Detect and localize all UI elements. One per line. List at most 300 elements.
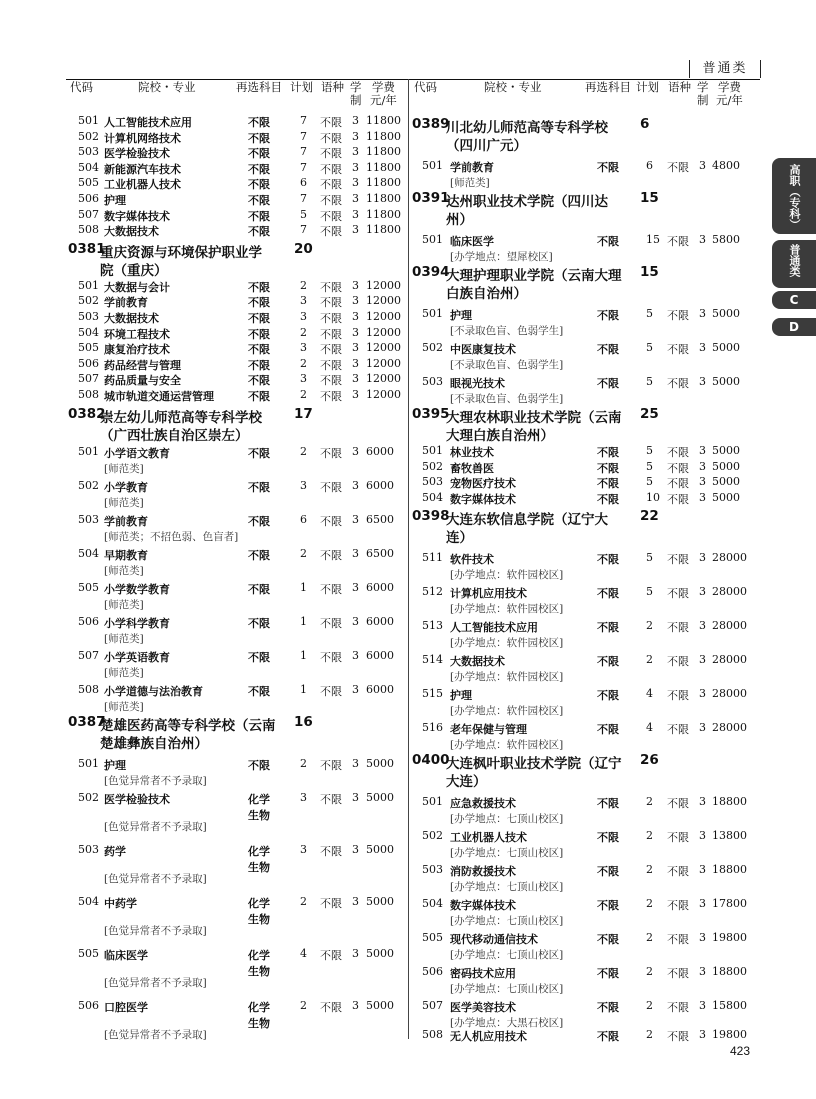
tuition-fee: 6000 — [366, 648, 394, 662]
major-note: [办学地点：七顶山校区] — [450, 881, 564, 894]
language: 不限 — [667, 377, 689, 390]
plan-count: 7 — [300, 145, 307, 159]
language: 不限 — [320, 193, 342, 207]
major-code: 506 — [78, 356, 99, 370]
years: 3 — [352, 790, 359, 804]
plan-count: 3 — [300, 294, 307, 308]
elective-subject: 不限 — [597, 343, 619, 356]
plan-count: 4 — [300, 946, 307, 960]
elective-subject-2: 生物 — [248, 860, 270, 874]
major-name: 新能源汽车技术 — [104, 162, 181, 176]
major-code: 502 — [422, 341, 443, 354]
elective-subject: 不限 — [597, 553, 619, 567]
major-note: [办学地点：七顶山校区] — [450, 813, 564, 826]
major-code: 512 — [422, 585, 443, 599]
tuition-fee: 28000 — [712, 551, 747, 565]
major-code: 505 — [78, 580, 99, 594]
plan-count: 2 — [646, 829, 653, 843]
tuition-fee: 4800 — [712, 159, 740, 172]
major-name: 大数据技术 — [104, 311, 159, 325]
language: 不限 — [320, 280, 342, 294]
major-code: 501 — [422, 307, 443, 320]
major-name: 医学检验技术 — [104, 147, 170, 161]
table-row — [66, 837, 406, 889]
language: 不限 — [320, 178, 342, 192]
plan-count: 5 — [300, 207, 307, 221]
elective-subject: 化学 — [248, 792, 270, 806]
header-school: 院校・专业 — [138, 80, 196, 94]
table-row — [412, 545, 760, 582]
header-lang: 语种 — [321, 80, 344, 94]
table-row — [412, 993, 760, 1030]
major-code: 514 — [422, 653, 443, 667]
major-name: 消防救援技术 — [450, 865, 516, 879]
major-code: 503 — [422, 863, 443, 877]
elective-subject: 不限 — [248, 684, 270, 698]
years: 3 — [352, 223, 359, 237]
major-code: 502 — [78, 294, 99, 308]
elective-subject: 不限 — [248, 131, 270, 145]
major-name: 应急救援技术 — [450, 797, 516, 811]
elective-subject: 不限 — [248, 389, 270, 403]
plan-count: 2 — [646, 863, 653, 877]
tuition-fee: 6000 — [366, 478, 394, 492]
elective-subject: 不限 — [597, 967, 619, 981]
tuition-fee: 5000 — [712, 341, 740, 354]
years: 3 — [699, 721, 706, 735]
years: 3 — [699, 1028, 706, 1042]
elective-subject: 不限 — [597, 461, 619, 475]
major-code: 502 — [78, 790, 99, 804]
tuition-fee: 19800 — [712, 1028, 747, 1042]
table-row — [66, 439, 406, 473]
tuition-fee: 17800 — [712, 897, 747, 911]
tuition-fee: 5000 — [712, 475, 740, 489]
years: 3 — [699, 653, 706, 667]
school-name-line2: 州） — [446, 212, 473, 228]
table-row — [66, 278, 406, 294]
major-name: 药学 — [104, 844, 126, 858]
language: 不限 — [667, 309, 689, 322]
elective-subject: 不限 — [248, 358, 270, 372]
years: 3 — [352, 998, 359, 1012]
elective-subject: 不限 — [248, 225, 270, 239]
major-code: 504 — [422, 490, 443, 504]
table-row — [412, 715, 760, 752]
major-name: 中医康复技术 — [450, 343, 516, 356]
language: 不限 — [320, 389, 342, 403]
school-code: 0391 — [412, 190, 450, 206]
elective-subject: 不限 — [248, 514, 270, 528]
elective-subject: 化学 — [248, 948, 270, 962]
language: 不限 — [667, 831, 689, 845]
language: 不限 — [667, 933, 689, 947]
plan-count: 6 — [300, 176, 307, 190]
major-name: 大数据技术 — [104, 225, 159, 239]
table-row — [66, 191, 406, 207]
table-row — [412, 959, 760, 996]
elective-subject-2: 生物 — [248, 1016, 270, 1030]
years: 3 — [352, 478, 359, 492]
plan-count: 5 — [646, 307, 653, 320]
plan-count: 2 — [646, 965, 653, 979]
language: 不限 — [320, 116, 342, 129]
years: 3 — [352, 682, 359, 696]
major-code: 508 — [422, 1028, 443, 1042]
tuition-fee: 11800 — [366, 191, 401, 205]
header-years — [350, 81, 362, 107]
plan-count: 15 — [646, 233, 660, 246]
years: 3 — [699, 999, 706, 1013]
plan-count: 3 — [300, 309, 307, 323]
plan-count: 2 — [646, 795, 653, 809]
major-code: 503 — [422, 375, 443, 388]
header-fee-2: 元/年 — [716, 93, 743, 107]
major-code: 503 — [422, 475, 443, 489]
school-total: 6 — [640, 116, 650, 132]
major-note: [师范类] — [104, 598, 144, 611]
table-row — [412, 647, 760, 684]
table-row — [412, 613, 760, 650]
elective-subject: 不限 — [597, 235, 619, 248]
major-code: 506 — [78, 614, 99, 628]
plan-count: 5 — [646, 459, 653, 473]
plan-count: 2 — [300, 756, 307, 770]
years: 3 — [352, 648, 359, 662]
table-row — [66, 113, 406, 129]
table-row — [412, 925, 760, 962]
header-subject: 再选科目 — [236, 80, 282, 94]
years: 3 — [352, 356, 359, 370]
plan-count: 2 — [300, 894, 307, 908]
table-row — [66, 507, 406, 541]
elective-subject-2: 生物 — [248, 808, 270, 822]
tuition-fee: 28000 — [712, 653, 747, 667]
major-name: 护理 — [450, 689, 472, 703]
elective-subject: 不限 — [248, 327, 270, 341]
plan-count: 1 — [300, 580, 307, 594]
language: 不限 — [667, 343, 689, 356]
major-code: 501 — [422, 233, 443, 246]
plan-count: 5 — [646, 375, 653, 388]
major-name: 医学美容技术 — [450, 1001, 516, 1015]
table-row — [66, 207, 406, 223]
table-row — [66, 222, 406, 238]
side-tab-label: D — [789, 320, 799, 334]
table-row — [412, 227, 760, 261]
language: 不限 — [667, 492, 689, 506]
major-note: [色觉异常者不予录取] — [104, 976, 207, 989]
major-code: 505 — [78, 946, 99, 960]
language: 不限 — [667, 899, 689, 913]
elective-subject: 不限 — [597, 655, 619, 669]
language: 不限 — [667, 446, 689, 459]
years: 3 — [699, 931, 706, 945]
years: 3 — [352, 145, 359, 159]
elective-subject: 不限 — [597, 899, 619, 913]
language: 不限 — [320, 446, 342, 460]
right-column — [412, 79, 760, 1043]
years: 3 — [699, 159, 706, 172]
table-row — [66, 541, 406, 575]
plan-count: 2 — [300, 325, 307, 339]
elective-subject: 不限 — [248, 582, 270, 596]
plan-count: 2 — [646, 1028, 653, 1042]
table-row — [412, 369, 760, 403]
plan-count: 3 — [300, 842, 307, 856]
school-name-line2: 白族自治州） — [446, 286, 527, 302]
elective-subject: 不限 — [597, 933, 619, 947]
major-code: 504 — [78, 325, 99, 339]
plan-count: 7 — [300, 160, 307, 174]
years: 3 — [699, 585, 706, 599]
side-tab-c — [772, 291, 816, 309]
major-name: 康复治疗技术 — [104, 343, 170, 357]
school-name-line2: 大连） — [446, 774, 487, 791]
plan-count: 2 — [300, 356, 307, 370]
elective-subject: 不限 — [248, 650, 270, 664]
language: 不限 — [667, 477, 689, 491]
table-row — [66, 941, 406, 993]
plan-count: 3 — [300, 478, 307, 492]
years: 3 — [352, 160, 359, 174]
school-name: 大理农林职业技术学院（云南 — [446, 410, 622, 426]
table-row — [66, 309, 406, 325]
language: 不限 — [667, 865, 689, 879]
language: 不限 — [667, 461, 689, 475]
school-group — [66, 403, 406, 444]
column-divider — [408, 79, 409, 1039]
header-plan: 计划 — [636, 80, 659, 94]
major-note: [师范类] — [104, 496, 144, 509]
language: 不限 — [320, 758, 342, 772]
language: 不限 — [667, 235, 689, 248]
table-row — [66, 677, 406, 711]
table-row — [66, 160, 406, 176]
major-code: 506 — [422, 965, 443, 979]
side-tab-general — [772, 240, 816, 288]
years: 3 — [352, 946, 359, 960]
table-row — [66, 144, 406, 160]
major-name: 药品质量与安全 — [104, 374, 181, 388]
table-row — [412, 335, 760, 369]
major-note: [师范类] — [104, 700, 144, 713]
plan-count: 1 — [300, 682, 307, 696]
language: 不限 — [320, 792, 342, 806]
major-code: 501 — [78, 444, 99, 458]
years: 3 — [699, 897, 706, 911]
tuition-fee: 28000 — [712, 585, 747, 599]
major-code: 515 — [422, 687, 443, 701]
language: 不限 — [667, 967, 689, 981]
plan-count: 5 — [646, 341, 653, 354]
major-note: [办学地点：七顶山校区] — [450, 983, 564, 996]
table-row — [66, 785, 406, 837]
school-total: 22 — [640, 508, 659, 525]
table-row — [412, 823, 760, 860]
major-note: [师范类] — [450, 177, 490, 189]
major-note: [师范类] — [104, 666, 144, 679]
elective-subject: 不限 — [248, 616, 270, 630]
elective-subject: 不限 — [248, 296, 270, 310]
tuition-fee: 11800 — [366, 223, 401, 237]
language: 不限 — [667, 723, 689, 737]
major-code: 504 — [78, 894, 99, 908]
elective-subject: 不限 — [597, 1001, 619, 1015]
language: 不限 — [667, 161, 689, 174]
major-name: 口腔医学 — [104, 1000, 148, 1014]
major-name: 大数据与会计 — [104, 280, 170, 294]
tuition-fee: 28000 — [712, 619, 747, 633]
elective-subject: 化学 — [248, 896, 270, 910]
major-note: [色觉异常者不予录取] — [104, 1028, 207, 1041]
language: 不限 — [320, 327, 342, 341]
table-row — [412, 789, 760, 826]
major-name: 工业机器人技术 — [104, 178, 181, 192]
tuition-fee: 28000 — [712, 721, 747, 735]
plan-count: 3 — [300, 341, 307, 355]
school-total: 15 — [640, 190, 659, 206]
major-note: [师范类] — [104, 462, 144, 475]
school-name: 崇左幼儿师范高等专科学校 — [100, 409, 262, 426]
major-code: 502 — [422, 829, 443, 843]
elective-subject-2: 生物 — [248, 964, 270, 978]
tuition-fee: 5000 — [712, 307, 740, 320]
header-plan: 计划 — [290, 80, 313, 94]
major-code: 501 — [422, 159, 443, 172]
plan-count: 6 — [300, 512, 307, 526]
years: 3 — [699, 475, 706, 489]
table-row — [66, 293, 406, 309]
major-code: 503 — [78, 309, 99, 323]
language: 不限 — [667, 655, 689, 669]
tuition-fee: 5800 — [712, 233, 740, 246]
school-name: 大连东软信息学院（辽宁大 — [446, 512, 608, 529]
plan-count: 10 — [646, 490, 660, 504]
category-tag: 普通类 — [689, 60, 761, 78]
language: 不限 — [320, 480, 342, 494]
years: 3 — [699, 619, 706, 633]
elective-subject: 不限 — [597, 797, 619, 811]
plan-count: 4 — [646, 687, 653, 701]
header-fee-1: 学费 — [371, 80, 395, 94]
header-years-2: 制 — [350, 93, 362, 107]
column-header — [66, 79, 406, 113]
major-name: 早期教育 — [104, 548, 148, 562]
tuition-fee: 19800 — [712, 931, 747, 945]
plan-count: 1 — [300, 648, 307, 662]
school-name: 重庆资源与环境保护职业学 — [100, 244, 262, 261]
school-code: 0395 — [412, 406, 450, 422]
major-note: [办学地点：软件园校区] — [450, 603, 564, 616]
language: 不限 — [320, 616, 342, 630]
major-note: [师范类；不招色弱、色盲者] — [104, 530, 239, 543]
major-note: [办学地点：软件园校区] — [450, 637, 564, 650]
plan-count: 2 — [646, 897, 653, 911]
major-code: 507 — [78, 207, 99, 221]
table-row — [66, 356, 406, 372]
header-fee-1: 学费 — [717, 80, 741, 94]
major-code: 508 — [78, 387, 99, 401]
tuition-fee: 5000 — [366, 756, 394, 770]
elective-subject: 不限 — [597, 161, 619, 174]
plan-count: 1 — [300, 614, 307, 628]
school-total: 25 — [640, 406, 659, 422]
tuition-fee: 13800 — [712, 829, 747, 843]
school-total: 20 — [294, 240, 313, 257]
elective-subject: 不限 — [597, 377, 619, 390]
tuition-fee: 12000 — [366, 341, 401, 355]
elective-subject: 不限 — [597, 621, 619, 635]
tuition-fee: 5000 — [366, 842, 394, 856]
major-code: 504 — [78, 160, 99, 174]
elective-subject: 不限 — [597, 1030, 619, 1044]
table-row — [412, 301, 760, 335]
major-name: 计算机应用技术 — [450, 587, 527, 601]
major-code: 501 — [78, 114, 99, 127]
header-years — [697, 81, 709, 107]
language: 不限 — [320, 650, 342, 664]
elective-subject: 不限 — [597, 477, 619, 491]
language: 不限 — [667, 1030, 689, 1044]
major-code: 505 — [422, 931, 443, 945]
left-column — [66, 79, 406, 1045]
school-group — [412, 749, 760, 789]
major-name: 数字媒体技术 — [450, 492, 516, 506]
major-name: 中药学 — [104, 896, 137, 910]
years: 3 — [352, 294, 359, 308]
table-row — [66, 175, 406, 191]
major-name: 数字媒体技术 — [450, 899, 516, 913]
major-name: 学前教育 — [104, 514, 148, 528]
language: 不限 — [320, 582, 342, 596]
elective-subject: 不限 — [248, 147, 270, 161]
tuition-fee: 28000 — [712, 687, 747, 701]
major-name: 工业机器人技术 — [450, 831, 527, 845]
elective-subject-2: 生物 — [248, 912, 270, 926]
major-name: 小学英语教育 — [104, 650, 170, 664]
plan-count: 6 — [646, 159, 653, 172]
years: 3 — [699, 490, 706, 504]
school-code: 0394 — [412, 264, 450, 280]
major-code: 502 — [78, 478, 99, 492]
major-note: [办学地点：七顶山校区] — [450, 915, 564, 928]
years: 3 — [352, 614, 359, 628]
major-name: 城市轨道交通运营管理 — [104, 389, 214, 403]
major-code: 501 — [422, 444, 443, 457]
years: 3 — [352, 129, 359, 143]
tuition-fee: 5000 — [366, 894, 394, 908]
major-note: [办学地点：七顶山校区] — [450, 847, 564, 860]
table-row — [412, 443, 760, 459]
tuition-fee: 6500 — [366, 546, 394, 560]
years: 3 — [699, 551, 706, 565]
plan-count: 2 — [300, 387, 307, 401]
table-row — [66, 371, 406, 387]
plan-count: 3 — [300, 372, 307, 386]
table-row — [412, 459, 760, 475]
school-name-line2: 连） — [446, 530, 473, 547]
school-code: 0389 — [412, 116, 450, 132]
tuition-fee: 12000 — [366, 325, 401, 339]
language: 不限 — [320, 1000, 342, 1014]
major-code: 501 — [78, 756, 99, 770]
major-code: 503 — [78, 842, 99, 856]
major-code: 503 — [78, 145, 99, 159]
major-name: 护理 — [450, 309, 472, 322]
years: 3 — [352, 176, 359, 190]
major-name: 小学语文教育 — [104, 446, 170, 460]
